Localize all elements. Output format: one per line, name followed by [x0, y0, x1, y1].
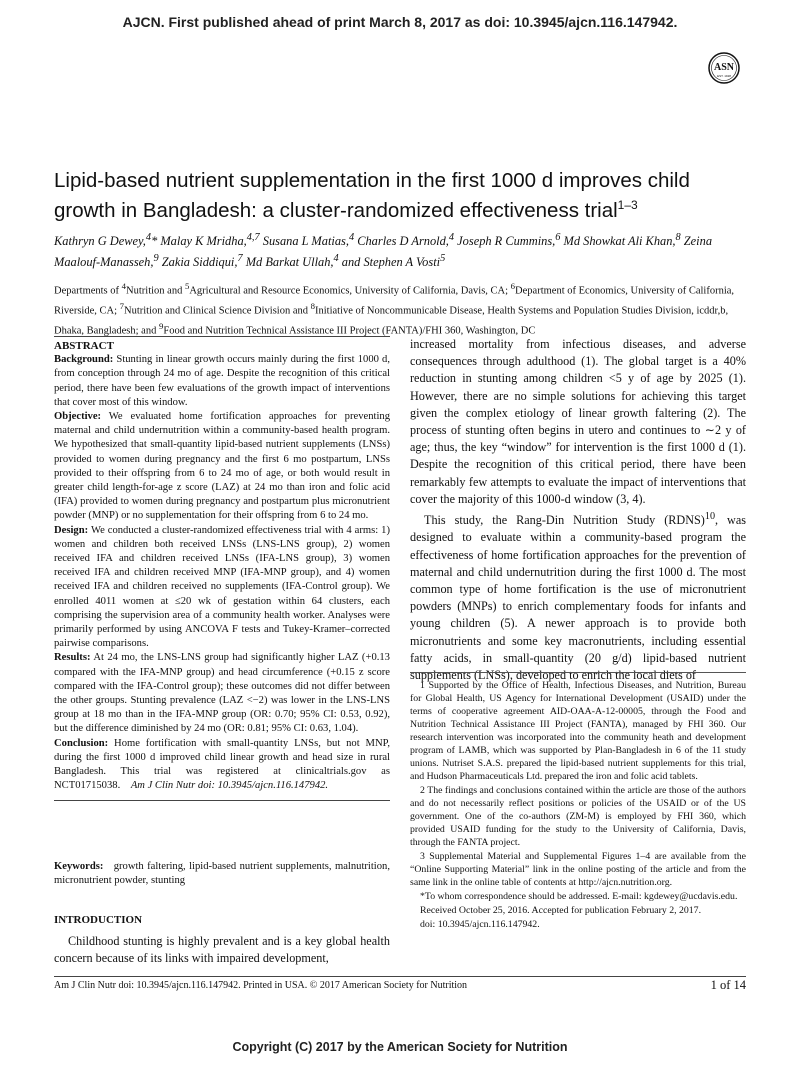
abstract-background: Background: Stunting in linear growth occurs mainly during the first 1000 d, from conception through 24 mo of age. Despite the recognition of this critical period, there have been few evaluations of the growth impact of interventions that cover most of this window. [54, 354, 390, 408]
footnote-3: 3 Supplemental Material and Supplemental Figures 1–4 are available from the “Online Supporting Material” link in the online posting of the article and from the same link in the online table of contents at http://ajcn.nutrition.org. [410, 851, 746, 888]
introduction-text: Childhood stunting is highly prevalent and is a key global health concern because of its links with impaired development, [54, 934, 390, 965]
ahead-of-print-banner: AJCN. First published ahead of print March 8, 2017 as doi: 10.3945/ajcn.116.147942. [122, 14, 678, 30]
correspondence-note: *To whom correspondence should be addressed. E-mail: kgdewey@ucdavis.edu. [420, 891, 738, 902]
body-paragraph-1: increased mortality from infectious diseases, and adverse consequences through adulthood (1). The global target is a 40% reduction in stunting among children <5 y of age by 2025 (1). However, there are no simple solutions for achieving this target given the complex etiology of linear growth faltering (2). The process of stunting often begins in utero and continues to ∼2 y of age; thus, the key “window” for intervention is the first 1000 d (1). Despite the recognition of this critical period, there have been remarkably few attempts to evaluate the impact of interventions that cover the majority of this 1000-d window (3, 4). [410, 337, 746, 506]
left-column [54, 336, 390, 801]
keywords: Keywords: growth faltering, lipid-based nutrient supplements, malnutrition, micronutrient powder, stunting [54, 861, 390, 887]
abstract-conclusion: Conclusion: Home fortification with small-quantity LNSs, but not MNP, during the first 1000 d improved child linear growth and head size in rural Bangladesh. This trial was registered at clinicaltrials.gov as NCT01715038. Am J Clin Nutr doi: 10.3945/ajcn.116.147942. [54, 737, 390, 792]
author-list: Kathryn G Dewey,$^4$* Malay K Mridha,$^{4,7}$ Susana L Matias,$^4$ Charles D Arnold,$^4$ Joseph R Cummins,$^6$ Md Showkat Ali Khan,$^8$ Zeina Maalouf-Manasseh,$^9$ Zakia Siddiqui,$^7$ Md Barkat Ullah,$^4$ and Stephen A Vosti$^5$ [54, 232, 713, 270]
footnote-doi: doi: 10.3945/ajcn.116.147942. [420, 919, 540, 930]
svg-text:ASN: ASN [713, 62, 735, 73]
received-dates: Received October 25, 2016. Accepted for publication February 2, 2017. [420, 905, 702, 916]
abstract-heading: ABSTRACT [54, 340, 114, 352]
asn-logo [708, 52, 740, 84]
abstract-design: Design: We conducted a cluster-randomized effectiveness trial with 4 arms: 1) women and children both received LNSs (LNS-LNS group), 2) women received IFA and children received LNSs (IFA-LNS group), 3) women received IFA and children received MNP (IFA-MNP group), and 4) women received IFA and children received no supplements (IFA-Control group). We enrolled 4011 women at ≤20 wk of gestation within 64 clusters, each comprising the supervision area of a community health worker. Analyses were primarily performed by using ANCOVA F tests and Tukey-Kramer–corrected pairwise comparisons. [54, 524, 390, 650]
title-footnote-marker: 1–3 [617, 198, 638, 212]
abstract-objective: Objective: We evaluated home fortification approaches for preventing maternal and child undernutrition within a community-based health program. We hypothesized that small-quantity lipid-based nutrient supplements (LNSs) provided to women during pregnancy and the first 6 mo postpartum, LNSs provided to their offspring from 6 to 24 mo of age, or both would result in greater child length-for-age z score (LAZ) at 24 mo than iron and folic acid (IFA) provided to women during pregnancy and postpartum plus micronutrient powder (MNP) or no supplementation for their offspring from 6 to 24 mo. [54, 411, 390, 522]
abstract-citation: Am J Clin Nutr doi: 10.3945/ajcn.116.147942. [130, 780, 329, 792]
article-title: Lipid-based nutrient supplementation in the first 1000 d improves child growth in Bangladesh: a cluster-randomized effectiveness trial$^{1-3}$ [54, 169, 690, 222]
footnote-1: 1 Supported by the Office of Health, Infectious Diseases, and Nutrition, Bureau for Global Health, US Agency for International Development (USAID) under the terms of cooperative agreement AID-OAA-A-12-00005, through the Food and Nutrition Technical Assistance III Project (FANTA), managed by FHI 360. Our research intervention was incorporated into the community heath and development program of LAMB, which was supported by Plan-Bangladesh in 6 of the 11 study unions. Nutriset S.A.S. prepared the lipid-based nutrient supplements for this trial, and Hudson Pharmaceuticals Ltd. prepared the iron and folic acid tablets. [410, 680, 746, 782]
footnote-2: 2 The findings and conclusions contained within the article are those of the authors and do not necessarily reflect positions or policies of the USAID or of the US government. One of the co-authors (ZM-M) is employed by FHI 360, which provided USAID funding for the study to the University of California, Davis, through the FANTA project. [410, 785, 746, 848]
footer-rule [54, 976, 746, 977]
affiliations: Departments of $^4$Nutrition and $^5$Agricultural and Resource Economics, University of California, Davis, CA; $^6$Department of Economics, University of California, Riverside, CA; $^7$Nutrition and Clinical Science Division and $^8$Initiative of Noncommunicable Disease, Health Systems and Population Studies Division, icddr,b, Dhaka, Bangladesh; and $^9$Food and Nutrition Technical Assistance III Project (FANTA)/FHI 360, Washington, DC [54, 281, 735, 337]
abstract [54, 336, 390, 801]
abstract-results: Results: At 24 mo, the LNS-LNS group had significantly higher LAZ (+0.13 compared with the IFA-MNP group) and head circumference (+0.15 z score compared with the IFA-Control group); these outcomes did not differ between the other groups. Stunting prevalence (LAZ <−2) was lower in the LNS-LNS group at 18 mo than in the IFA-MNP group (OR: 0.70; 95% CI: 0.53, 0.92), but the difference diminished by 24 mo (OR: 0.81; 95% CI: 0.63, 1.04). [54, 652, 390, 735]
svg-text:EST. 1928: EST. 1928 [717, 74, 731, 78]
footer-citation: Am J Clin Nutr doi: 10.3945/ajcn.116.147942. Printed in USA. © 2017 American Society for Nutrition [54, 980, 468, 991]
right-column [410, 336, 746, 684]
copyright-notice: Copyright (C) 2017 by the American Society for Nutrition [232, 1040, 568, 1054]
page-number: 1 of 14 [710, 978, 746, 992]
introduction-heading: INTRODUCTION [54, 914, 143, 926]
body-paragraph-2: This study, the Rang-Din Nutrition Study (RDNS)$^{10}$, was designed to evaluate within a community-based program the effectiveness of home fortification approaches for the prevention of maternal and child undernutrition during the first 1000 d. The most common type of home fortification is the use of micronutrient powders (MNPs) to enrich complementary foods for infants and young children (5). A newer approach is to provide both micronutrients and some key macronutrients, including essential fatty acids, in small-quantity (20 g/d) lipid-based nutrient supplements (LNSs), developed to enrich the local diets of [410, 511, 746, 682]
footnotes [410, 672, 746, 932]
